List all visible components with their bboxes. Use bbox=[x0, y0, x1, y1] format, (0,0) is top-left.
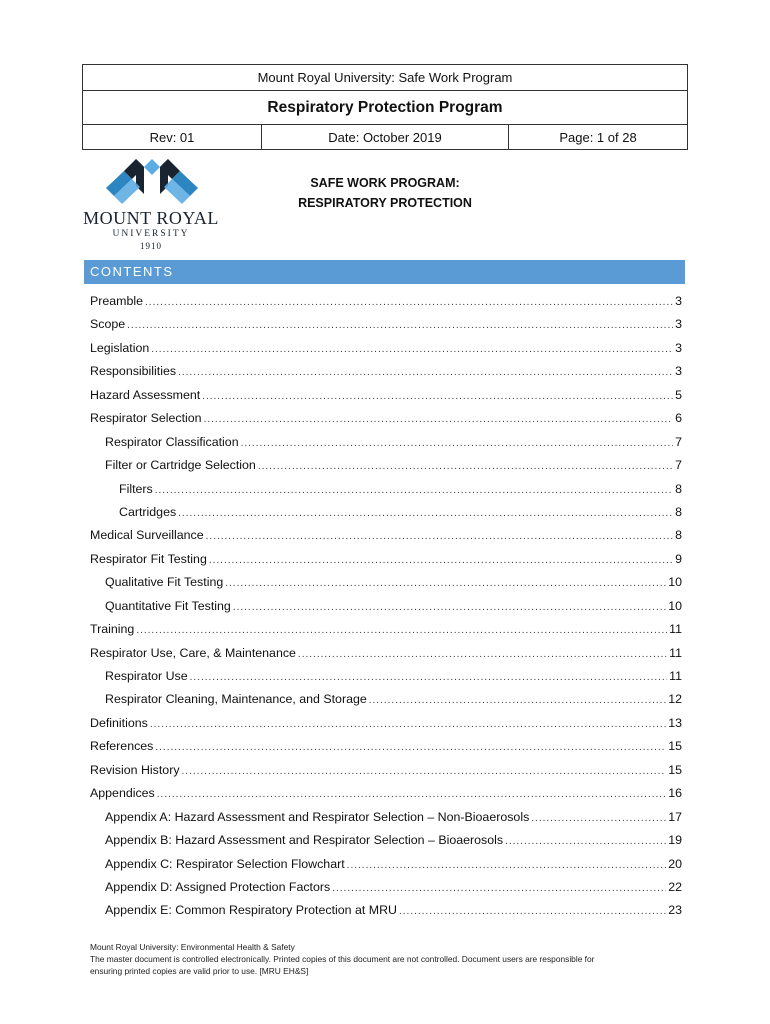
toc-entry-label: Definitions bbox=[90, 715, 148, 730]
toc-entry-label: Cartridges bbox=[119, 504, 177, 519]
toc-entry[interactable] bbox=[90, 431, 682, 454]
toc-entry[interactable] bbox=[90, 688, 682, 711]
doc-heading-line2: RESPIRATORY PROTECTION bbox=[298, 196, 472, 210]
page-number: Page: 1 of 28 bbox=[509, 125, 688, 150]
toc-entry-label: Respirator Cleaning, Maintenance, and Storage bbox=[105, 692, 367, 707]
footer-line-1: Mount Royal University: Environmental Health & Safety bbox=[90, 942, 295, 952]
toc-entry[interactable] bbox=[90, 478, 682, 501]
toc-dot-leader bbox=[225, 572, 666, 595]
toc-entry[interactable] bbox=[90, 806, 682, 829]
toc-dot-leader bbox=[157, 783, 666, 806]
toc-entry[interactable] bbox=[90, 829, 682, 852]
toc-entry[interactable] bbox=[90, 876, 682, 899]
toc-entry[interactable] bbox=[90, 337, 682, 360]
toc-dot-leader bbox=[190, 666, 667, 689]
toc-entry-label: Filters bbox=[119, 481, 153, 496]
toc-entry-label: Responsibilities bbox=[90, 364, 177, 379]
toc-entry-page: 8 bbox=[675, 528, 682, 543]
toc-dot-leader bbox=[145, 291, 673, 314]
toc-entry[interactable] bbox=[90, 665, 682, 688]
toc-entry-page: 15 bbox=[668, 739, 682, 754]
toc-entry[interactable] bbox=[90, 313, 682, 336]
toc-entry-page: 6 bbox=[675, 411, 682, 426]
doc-heading-line1: SAFE WORK PROGRAM: bbox=[310, 176, 460, 190]
toc-entry[interactable] bbox=[90, 899, 682, 922]
toc-dot-leader bbox=[233, 596, 666, 619]
toc-entry-page: 16 bbox=[668, 786, 682, 801]
toc-dot-leader bbox=[369, 689, 666, 712]
toc-entry-page: 7 bbox=[675, 458, 682, 473]
toc-entry-label: Appendix E: Common Respiratory Protection at MRU bbox=[105, 903, 397, 918]
toc-dot-leader bbox=[505, 830, 666, 853]
logo-peak-center bbox=[144, 159, 160, 175]
toc-dot-leader bbox=[332, 877, 666, 900]
toc-entry-label: Revision History bbox=[90, 762, 180, 777]
toc-entry-label: Appendix B: Hazard Assessment and Respirator Selection – Bioaerosols bbox=[105, 833, 504, 848]
toc-entry[interactable] bbox=[90, 735, 682, 758]
toc-dot-leader bbox=[182, 760, 667, 783]
footer-line-3: ensuring printed copies are valid prior to use. [MRU EH&S] bbox=[90, 966, 309, 976]
toc-entry-page: 23 bbox=[668, 903, 682, 918]
toc-dot-leader bbox=[150, 713, 666, 736]
toc-entry-page: 10 bbox=[668, 575, 682, 590]
toc-entry-page: 22 bbox=[668, 879, 682, 894]
toc-entry-label: Preamble bbox=[90, 294, 144, 308]
toc-entry-page: 17 bbox=[668, 809, 682, 824]
toc-entry-page: 7 bbox=[675, 434, 682, 449]
logo-university: UNIVERSITY bbox=[112, 229, 190, 239]
toc-entry-page: 19 bbox=[668, 833, 682, 848]
toc-entry-page: 10 bbox=[668, 598, 682, 613]
toc-entry-label: Appendix D: Assigned Protection Factors bbox=[105, 879, 331, 894]
toc-entry-label: Qualitative Fit Testing bbox=[105, 575, 224, 590]
toc-entry[interactable] bbox=[90, 595, 682, 618]
toc-dot-leader bbox=[258, 455, 673, 478]
toc-entry-label: Legislation bbox=[90, 340, 150, 355]
toc-dot-leader bbox=[206, 525, 673, 548]
toc-entry-page: 5 bbox=[675, 387, 682, 402]
document-header-table bbox=[82, 64, 688, 150]
toc-entry-page: 11 bbox=[669, 645, 682, 660]
toc-entry-label: Medical Surveillance bbox=[90, 528, 204, 543]
toc-entry-label: Filter or Cartridge Selection bbox=[105, 458, 256, 473]
toc-entry[interactable] bbox=[90, 407, 682, 430]
toc-dot-leader bbox=[209, 549, 673, 572]
toc-entry[interactable] bbox=[90, 548, 682, 571]
toc-entry-label: Appendix C: Respirator Selection Flowchart bbox=[105, 856, 345, 871]
document-title: Respiratory Protection Program bbox=[83, 91, 688, 125]
toc-entry-page: 3 bbox=[675, 364, 682, 379]
toc-entry[interactable] bbox=[90, 454, 682, 477]
toc-entry-label: Scope bbox=[90, 317, 126, 332]
toc-entry-page: 8 bbox=[675, 504, 682, 519]
toc-entry-label: Respirator Classification bbox=[105, 434, 239, 449]
toc-entry-label: Appendix A: Hazard Assessment and Respirator Selection – Non-Bioaerosols bbox=[105, 809, 530, 824]
contents-heading: CONTENTS bbox=[84, 260, 685, 284]
toc-entry[interactable] bbox=[90, 712, 682, 735]
toc-entry-page: 3 bbox=[675, 294, 682, 308]
toc-entry-label: Respirator Fit Testing bbox=[90, 551, 207, 566]
toc-entry-page: 11 bbox=[669, 669, 682, 683]
toc-entry[interactable] bbox=[90, 782, 682, 805]
toc-dot-leader bbox=[127, 314, 673, 337]
toc-entry[interactable] bbox=[90, 853, 682, 876]
footer-line-2: The master document is controlled electronically. Printed copies of this document are not controlled. Document users are responsible for bbox=[90, 954, 595, 964]
toc-entry[interactable] bbox=[90, 571, 682, 594]
toc-entry-page: 3 bbox=[675, 317, 682, 332]
toc-entry-page: 12 bbox=[668, 692, 682, 707]
toc-entry-label: Respirator Use bbox=[105, 669, 188, 683]
toc-dot-leader bbox=[155, 736, 666, 759]
logo-wordmark: MOUNT ROYAL bbox=[83, 208, 219, 228]
toc-entry-label: Appendices bbox=[90, 786, 155, 801]
toc-dot-leader bbox=[241, 432, 674, 455]
toc-dot-leader bbox=[298, 643, 667, 666]
toc-entry[interactable] bbox=[90, 290, 682, 313]
program-name: Mount Royal University: Safe Work Program bbox=[83, 65, 688, 91]
revision-date: Date: October 2019 bbox=[262, 125, 509, 150]
toc-entry[interactable] bbox=[90, 642, 682, 665]
toc-entry-page: 20 bbox=[668, 856, 682, 871]
page-footer bbox=[90, 941, 680, 977]
toc-entry-label: Respirator Use, Care, & Maintenance bbox=[90, 645, 296, 660]
toc-dot-leader bbox=[178, 502, 673, 525]
toc-entry[interactable] bbox=[90, 501, 682, 524]
toc-entry[interactable] bbox=[90, 360, 682, 383]
toc-entry-label: Hazard Assessment bbox=[90, 387, 201, 402]
toc-dot-leader bbox=[399, 900, 666, 923]
toc-entry[interactable] bbox=[90, 759, 682, 782]
table-of-contents bbox=[90, 290, 682, 923]
toc-entry[interactable] bbox=[90, 524, 682, 547]
logo-year: 1910 bbox=[140, 241, 162, 251]
toc-entry-page: 8 bbox=[675, 481, 682, 496]
toc-entry[interactable] bbox=[90, 384, 682, 407]
toc-dot-leader bbox=[151, 338, 673, 361]
toc-dot-leader bbox=[204, 408, 674, 431]
revision: Rev: 01 bbox=[83, 125, 262, 150]
toc-dot-leader bbox=[155, 479, 673, 502]
toc-dot-leader bbox=[136, 619, 667, 642]
toc-entry-page: 9 bbox=[675, 551, 682, 566]
toc-entry-page: 13 bbox=[668, 715, 682, 730]
toc-entry-page: 15 bbox=[668, 762, 682, 777]
toc-entry[interactable] bbox=[90, 618, 682, 641]
toc-dot-leader bbox=[202, 385, 673, 408]
toc-entry-page: 3 bbox=[675, 340, 682, 355]
toc-dot-leader bbox=[178, 361, 673, 384]
toc-entry-label: Respirator Selection bbox=[90, 411, 202, 426]
toc-entry-label: Quantitative Fit Testing bbox=[105, 598, 231, 613]
toc-dot-leader bbox=[531, 807, 666, 830]
toc-dot-leader bbox=[347, 854, 667, 877]
toc-entry-label: References bbox=[90, 739, 154, 754]
toc-entry-label: Training bbox=[90, 622, 135, 637]
toc-entry-page: 11 bbox=[669, 622, 682, 637]
